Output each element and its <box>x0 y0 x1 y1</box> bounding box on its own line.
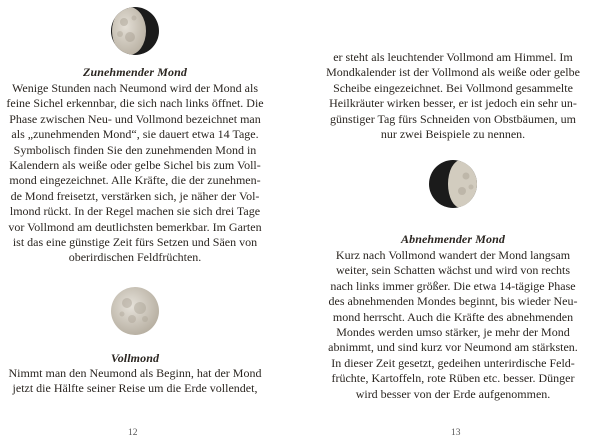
text-line: früchte, Kartoffeln, rote Rüben etc. besser. Dünger <box>331 371 575 386</box>
text-line: nach links immer größer. Die etwa 14-tägige Phase <box>330 278 576 293</box>
waning-moon-icon <box>428 159 478 209</box>
text-line: als „zunehmenden Mond“, sie dauert etwa 14 Tage. <box>11 127 259 142</box>
text-line: lmond rückt. In der Regel machen sie sich drei Tage <box>9 204 261 219</box>
text-line: oberirdischen Feldfrüchten. <box>68 250 202 265</box>
text-line: In dieser Zeit gesetzt, gedeihen unterirdische Feld- <box>331 355 575 370</box>
text-line: mond herrscht. Auch die Kräfte des abnehmenden <box>332 309 574 324</box>
page-number: 13 <box>451 428 461 438</box>
text-line: de Mond freisetzt, verstärken sich, je näher der Vol- <box>10 188 260 203</box>
full-moon-heading: Vollmond <box>110 351 160 365</box>
text-line: ist das eine günstige Zeit fürs Setzen und Säen von <box>12 235 258 250</box>
text-line: Nimmt man den Neumond als Beginn, hat der Mond <box>8 366 262 380</box>
text-line: wird besser von der Erde aufgenommen. <box>355 386 551 401</box>
text-line: Mondes werden umso stärker, je mehr der Mond <box>336 325 570 340</box>
text-line: günstiger Tag fürs Schneiden von Obstbäumen, um <box>330 111 576 126</box>
left-page <box>0 0 294 440</box>
text-line: Mondkalender ist der Vollmond als weiße oder gelbe <box>326 65 580 80</box>
text-line: Symbolisch finden Sie den zunehmenden Mond in <box>13 142 257 157</box>
text-line: Kalendern als weiße oder gelbe Sichel bis zum Voll- <box>9 158 261 173</box>
text-line: nur zwei Beispiele zu nennen. <box>380 127 526 142</box>
text-line: Scheibe eingezeichnet. Bei Vollmond gesammelte <box>333 80 573 95</box>
text-line: mond eingezeichnet. Alle Kräfte, die der zunehmen- <box>9 173 261 188</box>
full-moon-text-continued <box>317 50 589 142</box>
waxing-moon-icon <box>110 6 160 56</box>
text-line: jetzt die Hälfte seiner Reise um die Erde vollendet, <box>12 381 258 396</box>
waxing-moon-heading: Zunehmender Mond <box>83 65 187 79</box>
full-moon-icon <box>110 286 160 336</box>
text-line: feine Sichel erkennbar, die sich nach links öffnet. Die <box>6 96 264 111</box>
text-line: des abnehmenden Mondes beginnt, bis wieder Neu- <box>328 294 578 309</box>
text-line: Heilkräuter wirken besser, er ist jedoch ein sehr un- <box>329 96 577 111</box>
waning-moon-heading: Abnehmender Mond <box>401 232 505 246</box>
waning-moon-text <box>317 248 589 402</box>
text-line: Wenige Stunden nach Neumond wird der Mond als <box>12 81 258 95</box>
text-line: Kurz nach Vollmond wandert der Mond langsam <box>335 248 571 262</box>
full-moon-text <box>0 366 270 397</box>
page-number: 12 <box>128 428 138 438</box>
right-page <box>295 0 589 440</box>
text-line: Phase zwischen Neu- und Vollmond bezeichnet man <box>9 111 261 126</box>
text-line: vor Vollmond am deutlichsten bemerkbar. Im Garten <box>8 219 262 234</box>
text-line: abnimmt, und sind kurz vor Neumond am stärksten. <box>328 340 578 355</box>
text-line: er steht als leuchtender Vollmond am Himmel. Im <box>333 50 573 64</box>
text-line: weiter, sein Schatten wächst und wird von rechts <box>335 263 571 278</box>
waxing-moon-text <box>0 81 270 266</box>
